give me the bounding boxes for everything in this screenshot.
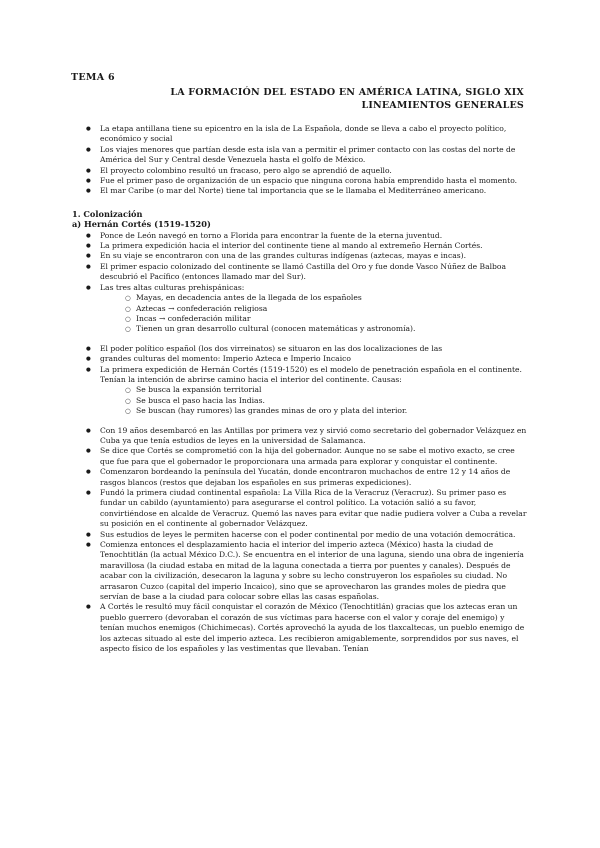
cultures-intro: Las tres altas culturas prehispánicas: [100, 282, 245, 292]
list-item: ○ Se busca la expansión territorial [100, 385, 528, 395]
list-item: ● El poder político español (los dos virreinatos) se situaron en las dos localizaciones de las [72, 344, 528, 354]
list-item: ○ Aztecas → confederación religiosa [100, 304, 528, 314]
list-item: ● Ponce de León navegó en torno a Florida para encontrar la fuente de la eterna juventud. [72, 231, 528, 241]
list-item: ○ Se busca el paso hacia las Indias. [100, 396, 528, 406]
list-item: ● Comienza entonces el desplazamiento hacia el interior del imperio azteca (México) hasta la ciudad de Tenochtitlán (la actual México D.C.). Se encuentra en el interior de una laguna, siendo una obra de ingeniería maravillosa (la ciudad estaba en mitad de la laguna conectada a tierra por puentes y canales). Después de acabar con la civilización, desecaron la laguna y sobre su lecho construyeron los españoles su ciudad. No arrasaron Cuzco (capital del imperio Incaico), sino que se aprovecharon las grandes moles de piedra que servían de base a la ciudad para colocar sobre ellas las casas españolas. [72, 540, 528, 602]
tema-label: TEMA 6 [71, 72, 115, 83]
causes-list [100, 385, 528, 416]
document-title [170, 86, 524, 112]
conquest-list [72, 426, 528, 655]
list-item: ● Fue el primer paso de organización de un espacio que ninguna corona había emprendido hasta el momento. [72, 176, 528, 186]
list-item: ○ Mayas, en decadencia antes de la llegada de los españoles [100, 293, 528, 303]
list-item: ○ Incas → confederación militar [100, 314, 528, 324]
list-item: ● Comenzaron bordeando la península del Yucatán, donde encontraron muchachos de entre 12 y 14 años de rasgos blancos (restos que dejaban los españoles en sus primeras expediciones). [72, 467, 528, 488]
section-subheading: a) Hernán Cortés (1519-1520) [72, 219, 211, 230]
cortes-list [72, 231, 528, 335]
list-item: ● La etapa antillana tiene su epicentro en la isla de La Española, donde se lleva a cabo el proyecto político, económico y social [72, 124, 528, 145]
list-item: ● Sus estudios de leyes le permiten hacerse con el poder continental por medio de una votación democrática. [72, 530, 528, 540]
title-line-1: LA FORMACIÓN DEL ESTADO EN AMÉRICA LATINA, SIGLO XIX [170, 87, 524, 98]
political-list [72, 344, 528, 417]
cultures-list [100, 293, 528, 335]
list-item [72, 283, 528, 335]
list-item: ○ Tienen un gran desarrollo cultural (conocen matemáticas y astronomía). [100, 324, 528, 334]
title-line-2: LINEAMIENTOS GENERALES [361, 100, 524, 111]
list-item: ● En su viaje se encontraron con una de las grandes culturas indígenas (aztecas, mayas e incas). [72, 251, 528, 261]
list-item: ● Se dice que Cortés se comprometió con la hija del gobernador. Aunque no se sabe el motivo exacto, se cree que fue para que el gobernador le proporcionara una armada para explorar y conquistar el continente. [72, 446, 528, 467]
list-item: ● A Cortés le resultó muy fácil conquistar el corazón de México (Tenochtitlán) gracias que los aztecas eran un pueblo guerrero (devoraban el corazón de sus víctimas para hacerse con el valor y coraje del enemigo) y tenían muchos enemigos (Chichimecas). Cortés aprovechó la ayuda de los tlaxcaltecas, un pueblo enemigo de los aztecas situado al este del imperio azteca. Les recibieron amigablemente, sorprendidos por sus naves, el aspecto físico de los españoles y las vestimentas que llevaban. Tenían [72, 602, 528, 654]
section-heading: 1. Colonización [72, 208, 143, 219]
list-item: ● Los viajes menores que partían desde esta isla van a permitir el primer contacto con las costas del norte de América del Sur y Central desde Venezuela hasta el golfo de México. [72, 145, 528, 166]
document-body [72, 124, 528, 655]
list-item: ○ Se buscan (hay rumores) las grandes minas de oro y plata del interior. [100, 406, 528, 416]
list-item: ● El proyecto colombino resultó un fracaso, pero algo se aprendió de aquello. [72, 166, 528, 176]
list-item: ● La primera expedición hacia el interior del continente tiene al mando al extremeño Hernán Cortés. [72, 241, 528, 251]
list-item: ● El primer espacio colonizado del continente se llamó Castilla del Oro y fue donde Vasco Núñez de Balboa descubrió el Pacífico (entonces llamado mar del Sur). [72, 262, 528, 283]
intro-list [72, 124, 528, 197]
list-item: ● Fundó la primera ciudad continental española: La Villa Rica de la Veracruz (Veracruz). Su primer paso es fundar un cabildo (ayuntamiento) para asegurarse el control político. La votación salió a su favor, convirtiéndose en alcalde de Veracruz. Quemó las naves para evitar que nadie pudiera volver a Cuba a revelar su posición en el continente al gobernador Velázquez. [72, 488, 528, 530]
causes-intro: La primera expedición de Hernán Cortés (1519-1520) es el modelo de penetración española en el continente. Tenían la intención de abrirse camino hacia el interior del continente. Causas: [100, 364, 522, 384]
list-item [72, 365, 528, 417]
list-item: ● Con 19 años desembarcó en las Antillas por primera vez y sirvió como secretario del gobernador Velázquez en Cuba ya que tenía estudios de leyes en la universidad de Salamanca. [72, 426, 528, 447]
list-item: ● El mar Caribe (o mar del Norte) tiene tal importancia que se le llamaba el Mediterráneo americano. [72, 186, 528, 196]
list-item: ● grandes culturas del momento: Imperio Azteca e Imperio Incaico [72, 354, 528, 364]
